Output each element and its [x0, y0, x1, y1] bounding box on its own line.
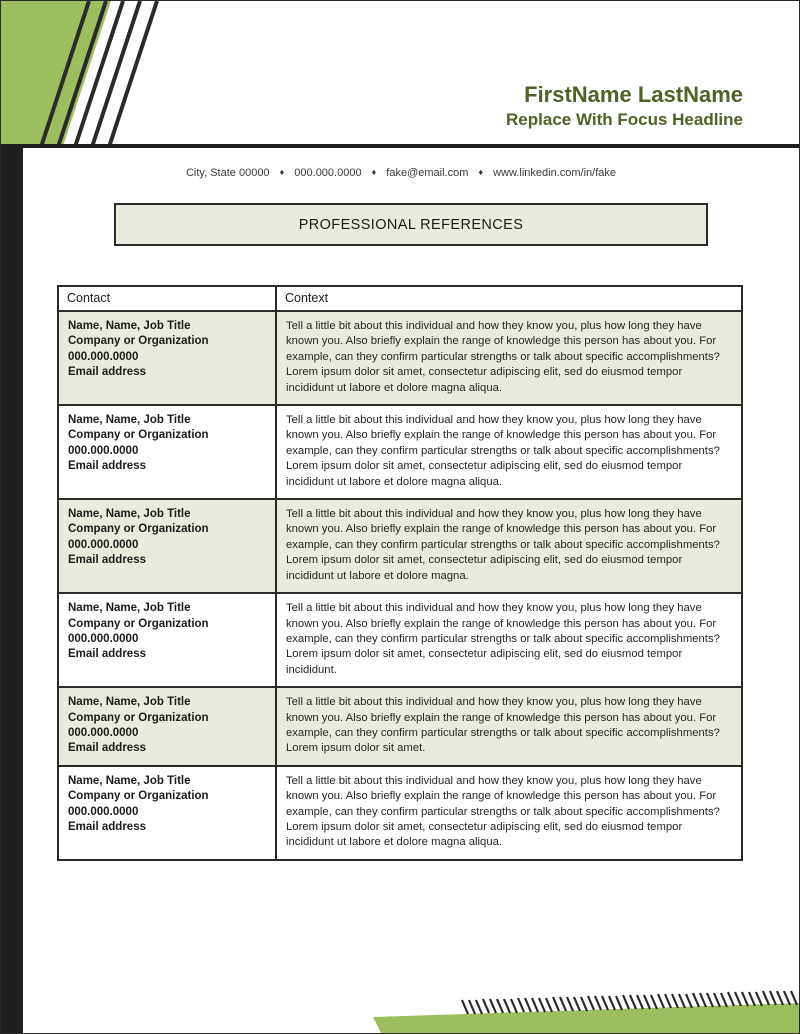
green-wedge-shape: [1, 1, 111, 146]
column-header-context: Context: [276, 286, 742, 311]
left-accent-bar: [1, 147, 23, 1034]
footer-decoration-graphic: [1, 973, 800, 1033]
reference-email: Email address: [68, 742, 146, 755]
column-header-contact: Contact: [58, 286, 276, 311]
reference-company: Company or Organization: [68, 523, 209, 536]
header-divider-rule: [1, 144, 800, 148]
reference-context-cell: Tell a little bit about this individual and how they know you, plus how long they have known you. Also briefly explain the range of knowledge this person has about you. For example, can they confirm particular strengths or talk about specific accomplishments? Lorem ipsum dolor sit amet.: [276, 687, 742, 766]
table-row: [58, 405, 742, 499]
table-row: [58, 499, 742, 593]
page-title: FirstName LastName: [524, 82, 743, 107]
section-title-text: PROFESSIONAL REFERENCES: [298, 216, 524, 233]
reference-name: Name, Name, Job Title: [68, 696, 191, 709]
reference-company: Company or Organization: [68, 429, 209, 442]
reference-name: Name, Name, Job Title: [68, 414, 191, 427]
reference-company: Company or Organization: [68, 335, 209, 348]
table-header: [58, 286, 742, 311]
contact-location: City, State 00000: [185, 167, 270, 179]
reference-company: Company or Organization: [68, 711, 209, 724]
name-block: [506, 83, 743, 131]
reference-phone: 000.000.0000: [68, 538, 139, 551]
diamond-separator-icon: ♦: [279, 167, 285, 177]
reference-company: Company or Organization: [68, 617, 209, 630]
reference-context-cell: Tell a little bit about this individual and how they know you, plus how long they have known you. Also briefly explain the range of knowledge this person has about you. For example, can they confirm particular strengths or talk about specific accomplishments? Lorem ipsum dolor sit amet, consectetur adipiscing elit, sed do eiusmod tempor incididunt ut labore et dolore magna.: [276, 499, 742, 593]
reference-contact-cell: [58, 405, 276, 499]
table-row: [58, 593, 742, 687]
reference-phone: 000.000.0000: [68, 632, 139, 645]
reference-email: Email address: [68, 366, 146, 379]
reference-context-cell: Tell a little bit about this individual and how they know you, plus how long they have known you. Also briefly explain the range of knowledge this person has about you. For example, can they confirm particular strengths or talk about specific accomplishments? Lorem ipsum dolor sit amet, consectetur adipiscing elit, sed do eiusmod tempor incididunt ut labore et dolore magna aliqua.: [276, 766, 742, 860]
reference-email: Email address: [68, 648, 146, 661]
reference-email: Email address: [68, 460, 146, 473]
reference-contact-cell: [58, 311, 276, 405]
reference-name: Name, Name, Job Title: [68, 320, 191, 332]
reference-contact-cell: [58, 499, 276, 593]
reference-email: Email address: [68, 554, 146, 567]
reference-context-cell: Tell a little bit about this individual and how they know you, plus how long they have known you. Also briefly explain the range of knowledge this person has about you. For example, can they confirm particular strengths or talk about specific accomplishments? Lorem ipsum dolor sit amet, consectetur adipiscing elit, sed do eiusmod tempor incididunt ut labore et dolore magna aliqua.: [276, 405, 742, 499]
reference-name: Name, Name, Job Title: [68, 602, 191, 615]
contact-website[interactable]: www.linkedin.com/in/fake: [493, 167, 616, 179]
references-table: [57, 285, 743, 861]
focus-headline: Replace With Focus Headline: [506, 110, 743, 129]
contact-email[interactable]: fake@email.com: [386, 167, 469, 179]
reference-phone: 000.000.0000: [68, 726, 139, 739]
diamond-separator-icon: ♦: [371, 167, 377, 177]
contact-phone: 000.000.0000: [294, 167, 362, 179]
reference-contact-cell: [58, 766, 276, 860]
green-footer-band: [373, 1003, 800, 1033]
reference-name: Name, Name, Job Title: [68, 508, 191, 521]
reference-phone: 000.000.0000: [68, 350, 139, 363]
diamond-separator-icon: ♦: [478, 167, 484, 177]
reference-phone: 000.000.0000: [68, 805, 139, 818]
reference-context-cell: Tell a little bit about this individual and how they know you, plus how long they have known you. Also briefly explain the range of knowledge this person has about you. For example, can they confirm particular strengths or talk about specific accomplishments? Lorem ipsum dolor sit amet, consectetur adipiscing elit, sed do eiusmod tempor incididunt.: [276, 593, 742, 687]
contact-info-line: [45, 167, 757, 179]
hatch-marks: [462, 991, 797, 1014]
reference-name: Name, Name, Job Title: [68, 774, 191, 787]
reference-phone: 000.000.0000: [68, 444, 139, 457]
table-row: [58, 311, 742, 405]
table-row: [58, 766, 742, 860]
table-body: [58, 311, 742, 860]
section-title-bar: [114, 203, 708, 246]
reference-email: Email address: [68, 820, 146, 833]
reference-company: Company or Organization: [68, 790, 209, 803]
table-row: [58, 687, 742, 766]
diagonal-stripes: [41, 1, 157, 147]
reference-contact-cell: [58, 593, 276, 687]
reference-contact-cell: [58, 687, 276, 766]
reference-context-cell: Tell a little bit about this individual and how they know you, plus how long they have known you. Also briefly explain the range of knowledge this person has about you. For example, can they confirm particular strengths or talk about specific accomplishments? Lorem ipsum dolor sit amet, consectetur adipiscing elit, sed do eiusmod tempor incididunt ut labore et dolore magna aliqua.: [276, 311, 742, 405]
table-header-row: [58, 286, 742, 311]
